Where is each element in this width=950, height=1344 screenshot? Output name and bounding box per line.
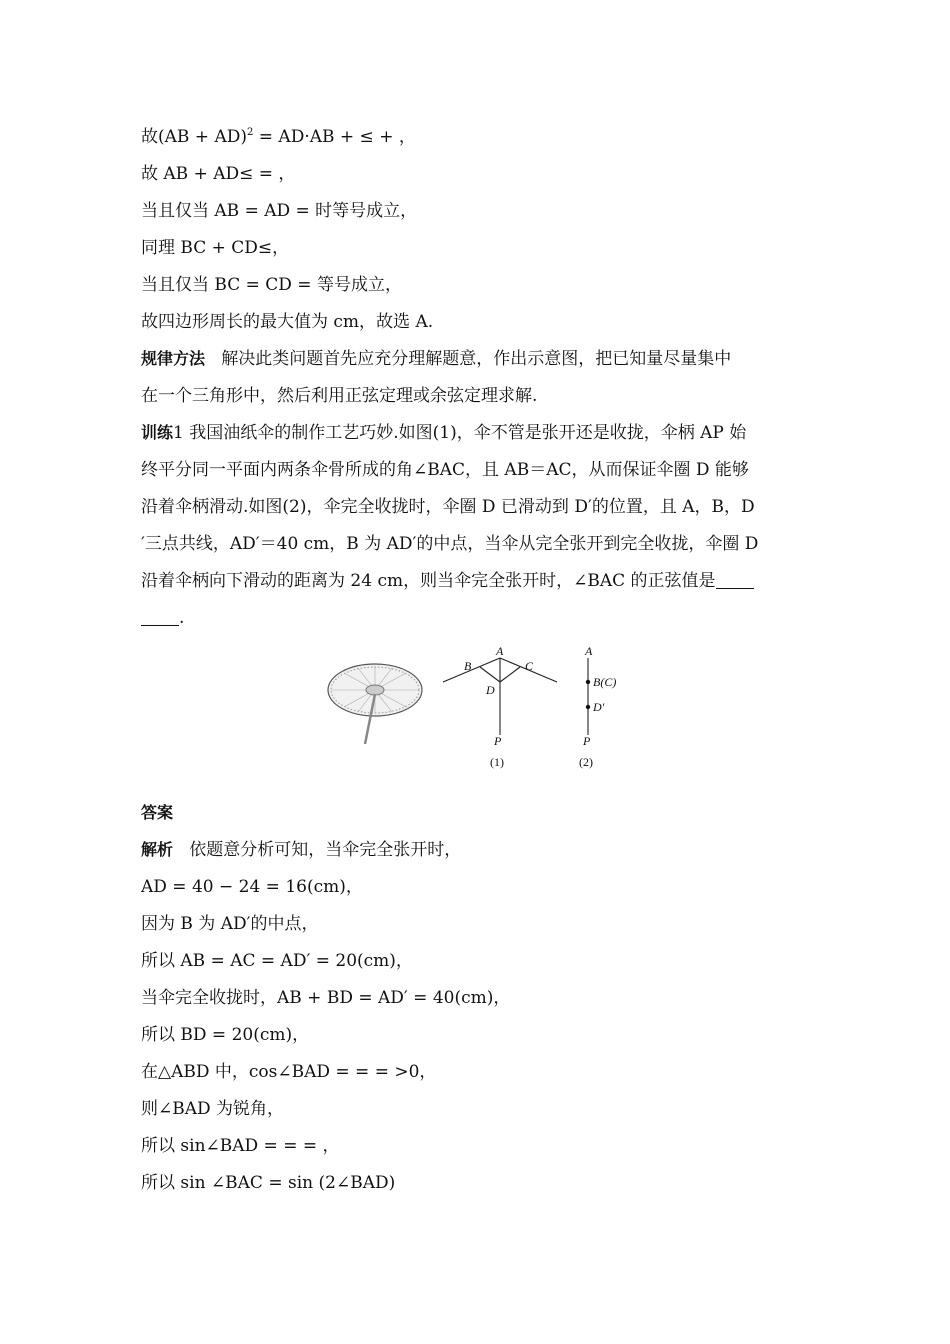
exercise-line-2: 终平分同一平面内两条伞骨所成的角∠BAC，且 AB＝AC，从而保证伞圈 D 能够 (141, 460, 749, 480)
diagram-1 (443, 644, 557, 769)
analysis-line: 解析 依题意分析可知，当伞完全张开时， (141, 840, 462, 860)
answer-blank-continued (141, 609, 179, 626)
derivation-line-3: 当且仅当 AB = AD = 时等号成立， (141, 201, 418, 221)
derivation-line-4: 同理 BC + CD≤， (141, 238, 290, 258)
derivation-line-2: 故 AB + AD≤ = ， (141, 164, 296, 184)
fig1-caption: (1) (490, 755, 504, 769)
fig1-label-p: P (494, 734, 502, 748)
solution-step: 所以 AB = AC = AD′ = 20(cm)， (141, 951, 413, 971)
exercise-label: 训练 (141, 423, 174, 442)
exercise-line-5: 沿着伞柄向下滑动的距离为 24 cm，则当伞完全张开时，∠BAC 的正弦值是 (141, 571, 754, 591)
method-line-2: 在一个三角形中，然后利用正弦定理或余弦定理求解. (141, 386, 538, 406)
fig1-label-b: B (464, 659, 472, 673)
fig2-caption: (2) (579, 755, 593, 769)
solution-step: 在△ABD 中，cos∠BAD = = = >0， (141, 1062, 437, 1082)
fig2-label-a: A (585, 644, 593, 658)
fig1-label-d: D (486, 683, 495, 697)
exercise-line-3: 沿着伞柄滑动.如图(2)，伞完全收拢时，伞圈 D 已滑动到 D′的位置，且 A，B，D (141, 497, 755, 517)
solution-step: 所以 sin∠BAD = = = ， (141, 1136, 340, 1156)
umbrella-figure (320, 640, 640, 775)
exercise-line-4: ′三点共线，AD′＝40 cm，B 为 AD′的中点，当伞从完全张开到完全收拢，伞圈 D (141, 534, 759, 554)
exercise-line-6: . (141, 608, 184, 628)
fig2-label-p: P (583, 734, 591, 748)
answer-heading: 答案 (141, 803, 174, 822)
solution-step: 所以 sin ∠BAC = sin (2∠BAD) (141, 1173, 396, 1193)
exercise-line-1: 训练1 我国油纸伞的制作工艺巧妙.如图(1)，伞不管是张开还是收拢，伞柄 AP 始 (141, 423, 747, 443)
derivation-line-6: 故四边形周长的最大值为 cm，故选 A. (141, 312, 434, 332)
solution-step: 则∠BAD 为锐角， (141, 1099, 285, 1119)
fig1-label-a: A (496, 644, 504, 658)
analysis-label: 解析 (141, 840, 174, 859)
fig2-label-dprime: D′ (593, 700, 605, 714)
fig1-label-c: C (525, 659, 534, 673)
fig2-label-bc: B(C) (593, 675, 617, 689)
umbrella-photo (328, 664, 422, 744)
answer-blank (716, 572, 754, 589)
solution-step: 当伞完全收拢时，AB + BD = AD′ = 40(cm)， (141, 988, 511, 1008)
solution-step: 因为 B 为 AD′的中点， (141, 914, 319, 934)
method-label: 规律方法 (141, 349, 206, 368)
diagram-2 (579, 644, 616, 769)
derivation-line-1: 故(AB + AD)$^2$ = AD·AB + ≤ + ， (141, 127, 416, 147)
derivation-line-5: 当且仅当 BC = CD = 等号成立， (141, 275, 402, 295)
solution-step: 所以 BD = 20(cm)， (141, 1025, 310, 1045)
solution-step: AD = 40 − 24 = 16(cm)， (141, 877, 363, 897)
method-line-1: 规律方法 解决此类问题首先应充分理解题意，作出示意图，把已知量尽量集中 (141, 349, 732, 369)
